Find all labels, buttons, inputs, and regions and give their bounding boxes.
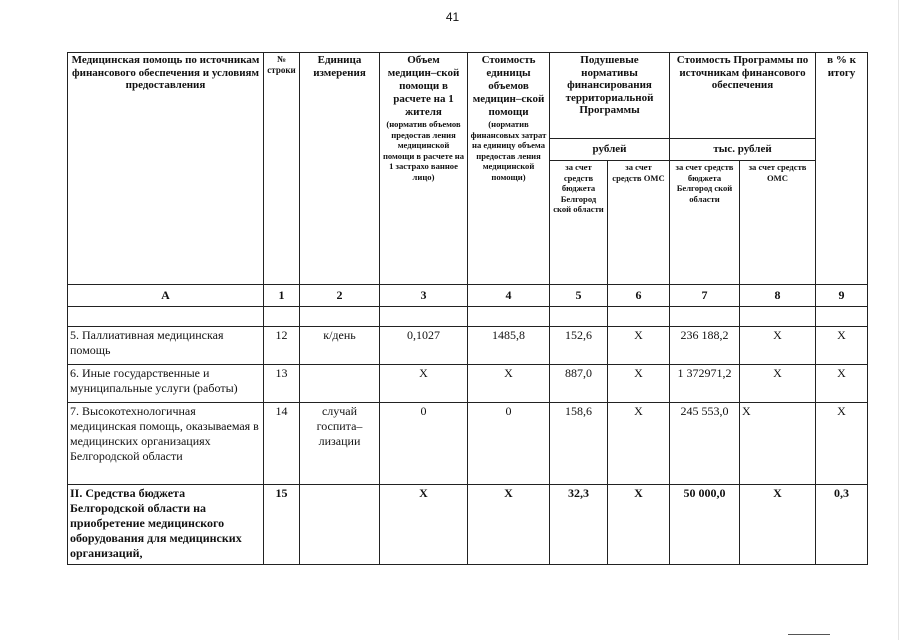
row-name: II. Средства бюджета Белгородской области на приобретение медицинского оборудования для медицинских организаций, [68,485,264,565]
row-program-oms: Х [740,365,816,403]
row-number: 15 [264,485,300,565]
row-volume: Х [380,365,468,403]
header-program-cost: Стоимость Программы по источникам финансового обеспечения [670,53,816,139]
row-per-capita-oms: Х [608,403,670,485]
header-per-capita-budget: за счет средств бюджета Белгород ской области [550,161,608,285]
header-cost-note: (норматив финансовых затрат на единицу объема предостав ления медицинской помощи) [470,119,547,182]
row-volume: Х [380,485,468,565]
row-name: 7. Высокотехнологичная медицинская помощь, оказываемая в медицинских организациях Белгородской области [68,403,264,485]
row-per-capita-oms: Х [608,327,670,365]
row-program-oms: Х [740,485,816,565]
page-edge [898,0,899,640]
row-unit: к/день [300,327,380,365]
row-per-capita-oms: Х [608,365,670,403]
table-row [68,327,868,365]
row-per-capita-budget: 152,6 [550,327,608,365]
row-per-capita-budget: 32,3 [550,485,608,565]
header-care-type: Медицинская помощь по источникам финансового обеспечения и условиям предоставления [68,53,264,285]
table-row [68,403,868,485]
row-cost: 1485,8 [468,327,550,365]
index-cell: А [68,285,264,307]
index-cell: 8 [740,285,816,307]
row-program-budget: 245 553,0 [670,403,740,485]
row-number: 12 [264,327,300,365]
row-number: 14 [264,403,300,485]
row-unit: случай госпита– лизации [300,403,380,485]
index-cell: 2 [300,285,380,307]
table-row [68,485,868,565]
data-rows [68,327,868,565]
row-cost: Х [468,365,550,403]
table-row [68,365,868,403]
header-per-capita: Подушевые нормативы финансирования территориальной Программы [550,53,670,139]
header-percent: в % к итогу [816,53,868,285]
header-per-capita-oms: за счет средств ОМС [608,161,670,285]
row-percent: Х [816,365,868,403]
row-program-budget: 236 188,2 [670,327,740,365]
financing-table [67,52,868,565]
header-cost [468,53,550,285]
index-cell: 3 [380,285,468,307]
row-unit [300,485,380,565]
row-program-budget: 1 372971,2 [670,365,740,403]
row-cost: 0 [468,403,550,485]
row-percent: Х [816,327,868,365]
header-volume [380,53,468,285]
row-program-budget: 50 000,0 [670,485,740,565]
row-program-oms: Х [740,403,816,485]
row-number: 13 [264,365,300,403]
row-percent: Х [816,403,868,485]
index-cell: 9 [816,285,868,307]
spacer-row [68,307,868,327]
header-program-oms: за счет средств ОМС [740,161,816,285]
index-cell: 5 [550,285,608,307]
header-rubles: рублей [550,139,670,161]
row-per-capita-oms: Х [608,485,670,565]
header-volume-note: (норматив объемов предостав ления медицинской помощи в расчете на 1 застрахо ванное лицо) [382,119,465,182]
header-program-budget: за счет средств бюджета Белгород ской области [670,161,740,285]
row-name: 5. Паллиативная медицинская помощь [68,327,264,365]
header-cost-title: Стоимость единицы объемов медицин–ской помощи [472,54,545,118]
index-cell: 6 [608,285,670,307]
row-unit [300,365,380,403]
row-per-capita-budget: 158,6 [550,403,608,485]
header-row-number: № строки [264,53,300,285]
row-name: 6. Иные государственные и муниципальные услуги (работы) [68,365,264,403]
header-volume-title: Объем медицин–ской помощи в расчете на 1 жителя [387,54,460,118]
column-index-row [68,285,868,307]
footer-line [788,634,830,635]
row-program-oms: Х [740,327,816,365]
row-volume: 0,1027 [380,327,468,365]
index-cell: 1 [264,285,300,307]
row-cost: Х [468,485,550,565]
index-cell: 7 [670,285,740,307]
row-volume: 0 [380,403,468,485]
index-cell: 4 [468,285,550,307]
row-per-capita-budget: 887,0 [550,365,608,403]
header-thousand-rubles: тыс. рублей [670,139,816,161]
page-number: 41 [445,10,460,24]
header-unit: Единица измерения [300,53,380,285]
row-percent: 0,3 [816,485,868,565]
